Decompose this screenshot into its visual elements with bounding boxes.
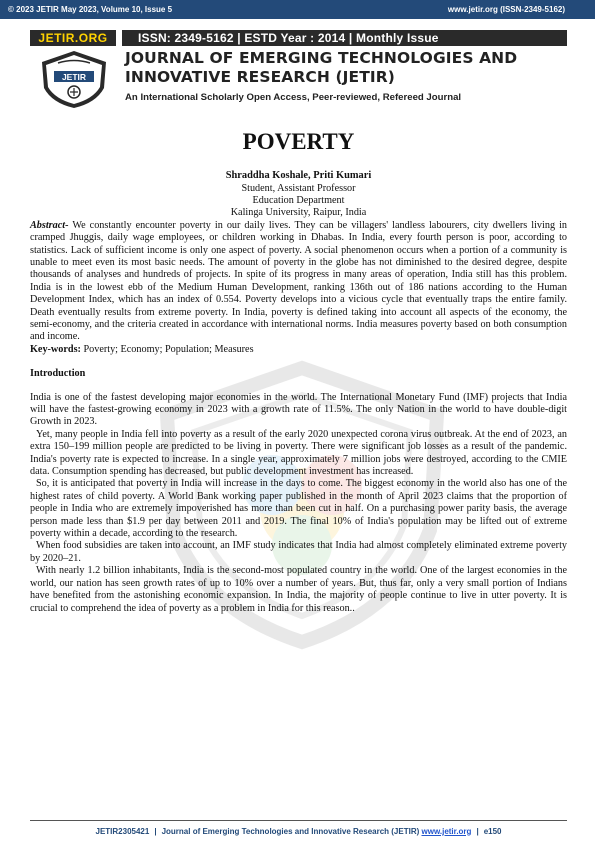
abstract-label: Abstract- [30, 219, 69, 231]
footer-website-link[interactable]: www.jetir.org [421, 826, 472, 836]
intro-paragraph: India is one of the fastest developing major economies in the world. The International Monetary Fund (IMF) projects that India will have the fastest-growing economy in 2023 with a growth rate of 11.5%. The only Nation in the world to have double-digit Growth in 2023. [30, 391, 567, 428]
body-paragraph: So, it is anticipated that poverty in India will increase in the days to come. The biggest economy in the world also has one of the highest rates of child poverty. A World Bank working paper published in the month of April 2023 claims that the proportion of people in India who are extremely impoverished has more than been cut in half. On a purchasing power parity basis, the average person made less than $1.9 per day between 2011 and 2019. The final 10% of India's population may be lifted out of extreme poverty within a decade, according to the research. [30, 478, 567, 540]
journal-subtitle: An International Scholarly Open Access, Peer-reviewed, Refereed Journal [125, 92, 462, 103]
website-issn-text: www.jetir.org (ISSN-2349-5162) [447, 5, 565, 14]
keywords-label: Key-words: [30, 343, 81, 355]
paper-id: JETIR2305421 [95, 826, 150, 836]
affiliation-department: Education Department [252, 194, 345, 206]
paper-title: POVERTY [242, 129, 355, 154]
logo-label: JETIR [61, 72, 87, 82]
page-number: e150 [483, 826, 502, 836]
jetir-org-tag: JETIR.ORG [30, 30, 116, 46]
paper-authors: Shraddha Koshale, Priti Kumari [225, 170, 372, 181]
keywords [30, 344, 567, 356]
jetir-logo-icon [36, 48, 112, 110]
copyright-issue-text: © 2023 JETIR May 2023, Volume 10, Issue 5 [8, 5, 173, 14]
section-heading-introduction: Introduction [30, 368, 86, 380]
footer-divider: | [476, 826, 479, 836]
footer-divider: | [154, 826, 157, 836]
abstract-text: We constantly encounter poverty in our daily lives. They can be villagers' landless labourers, city dwellers living in cramped Jhuggis, daily wage employees, or children working in Dhabas. In India, every fourth person is poor, according to statistics. Lack of sufficient income is only one aspect of poverty. A social phenomenon occurs when a portion of a community is unable to meet even its most basic needs. The amount of poverty in the globe has not diminished to the desired degree, despite thousands of analyses and hundreds of projects. In spite of its progress in many areas of operation, India still has this problem. India is in the lowest ebb of the Medium Human Development, ranking 136th out of 186 nations according to the Human Development Index, which has an index of 0.554. Poverty develops into a vicious cycle that eventually traps the entire family. Death eventually results from extreme poverty. In India, poverty is defined taking into account all aspects of the economy, the semi-economy, and the criteria created in accordance with international norms. India measures poverty based on both consumption and income. [30, 219, 567, 343]
body-paragraph: Yet, many people in India fell into poverty as a result of the early 2020 unexpected corona virus outbreak. At the end of 2023, an extra 150–199 million people are predicted to be living in poverty. There were significant job losses as a result of the pandemic. India's poverty rate is expected to increase. In a single year, approximately 7 million jobs were destroyed, according to the CMIE data. Consumption spending has decreased, but public development investment has increased. [30, 428, 567, 478]
journal-header [30, 30, 567, 110]
journal-title: JOURNAL OF EMERGING TECHNOLOGIES AND INNOVATIVE RESEARCH (JETIR) [125, 49, 518, 86]
affiliation-role: Student, Assistant Professor [241, 182, 356, 194]
paper-content [30, 125, 567, 615]
keywords-text: Poverty; Economy; Population; Measures [80, 343, 254, 355]
body-paragraph: When food subsidies are taken into account, an IMF study indicates that India had almost completely eliminated extreme poverty by 2020–21. [30, 540, 567, 564]
footer-journal-name: Journal of Emerging Technologies and Innovative Research (JETIR) [161, 826, 420, 836]
page-footer [30, 820, 567, 837]
body-paragraph: With nearly 1.2 billion inhabitants, India is the second-most populated country in the world. One of the largest economies in the world, our nation has seen growth rates of up to 10% over a number of years. But, thus far, only a very small portion of Indians have benefited from the astonishing economic expansion. In India, the majority of people continue to live in utter poverty. It is crucial to comprehend the idea of poverty as a problem in India for this reason.. [30, 565, 567, 614]
affiliation-institution: Kalinga University, Raipur, India [230, 207, 367, 219]
issn-bar: ISSN: 2349-5162 | ESTD Year : 2014 | Monthly Issue [122, 30, 567, 46]
abstract [30, 220, 567, 344]
top-banner [0, 0, 595, 19]
